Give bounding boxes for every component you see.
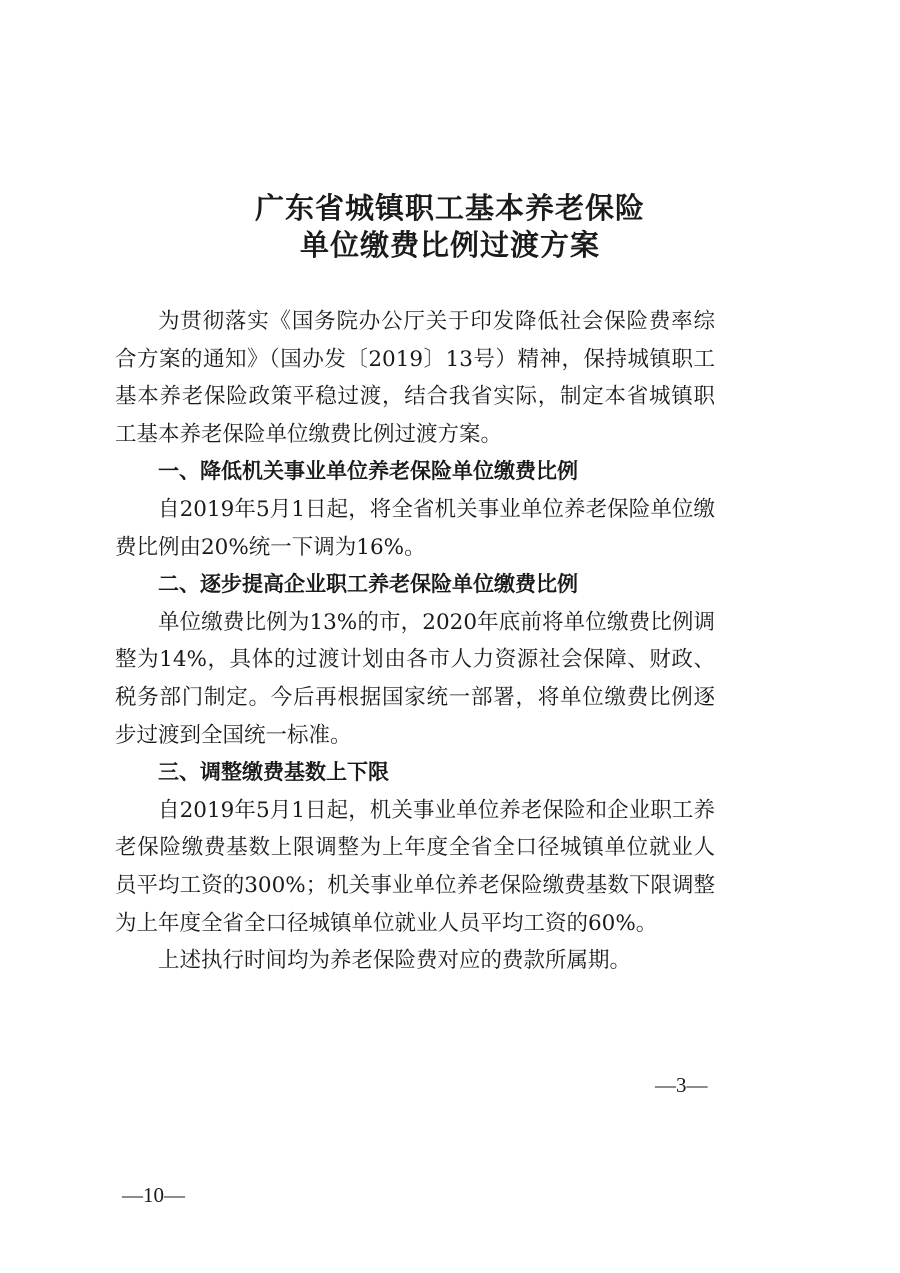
section-2-text: 单位缴费比例为13%的市，2020年底前将单位缴费比例调整为14%，具体的过渡计划由各市人力资源社会保障、财政、税务部门制定。今后再根据国家统一部署，将单位缴费比例逐步过渡到全国统一标准。 [115, 609, 715, 748]
section-1-heading: 一、降低机关事业单位养老保险单位缴费比例 [158, 459, 578, 484]
outer-page-number: —10— [122, 1183, 185, 1207]
section-1-text: 自2019年5月1日起，将全省机关事业单位养老保险单位缴费比例由20%统一下调为16%。 [115, 496, 715, 560]
document-title-line2: 单位缴费比例过渡方案 [299, 228, 600, 262]
inner-page-number: —3— [655, 1073, 708, 1097]
section-3-text: 自2019年5月1日起，机关事业单位养老保险和企业职工养老保险缴费基数上限调整为上年度全省全口径城镇单位就业人员平均工资的300%；机关事业单位养老保险缴费基数下限调整为上年度全省全口径城镇单位就业人员平均工资的60%。 [115, 797, 715, 936]
document-title-line1: 广东省城镇职工基本养老保险 [254, 191, 645, 225]
closing-paragraph: 上述执行时间均为养老保险费对应的费款所属期。 [158, 948, 632, 974]
section-3-heading: 三、调整缴费基数上下限 [158, 760, 389, 785]
document-body [115, 303, 715, 980]
section-2-heading: 二、逐步提高企业职工养老保险单位缴费比例 [158, 572, 578, 597]
intro-paragraph: 为贯彻落实《国务院办公厅关于印发降低社会保险费率综合方案的通知》（国办发〔2019〕13号）精神，保持城镇职工基本养老保险政策平稳过渡，结合我省实际，制定本省城镇职工基本养老保险单位缴费比例过渡方案。 [115, 309, 715, 447]
